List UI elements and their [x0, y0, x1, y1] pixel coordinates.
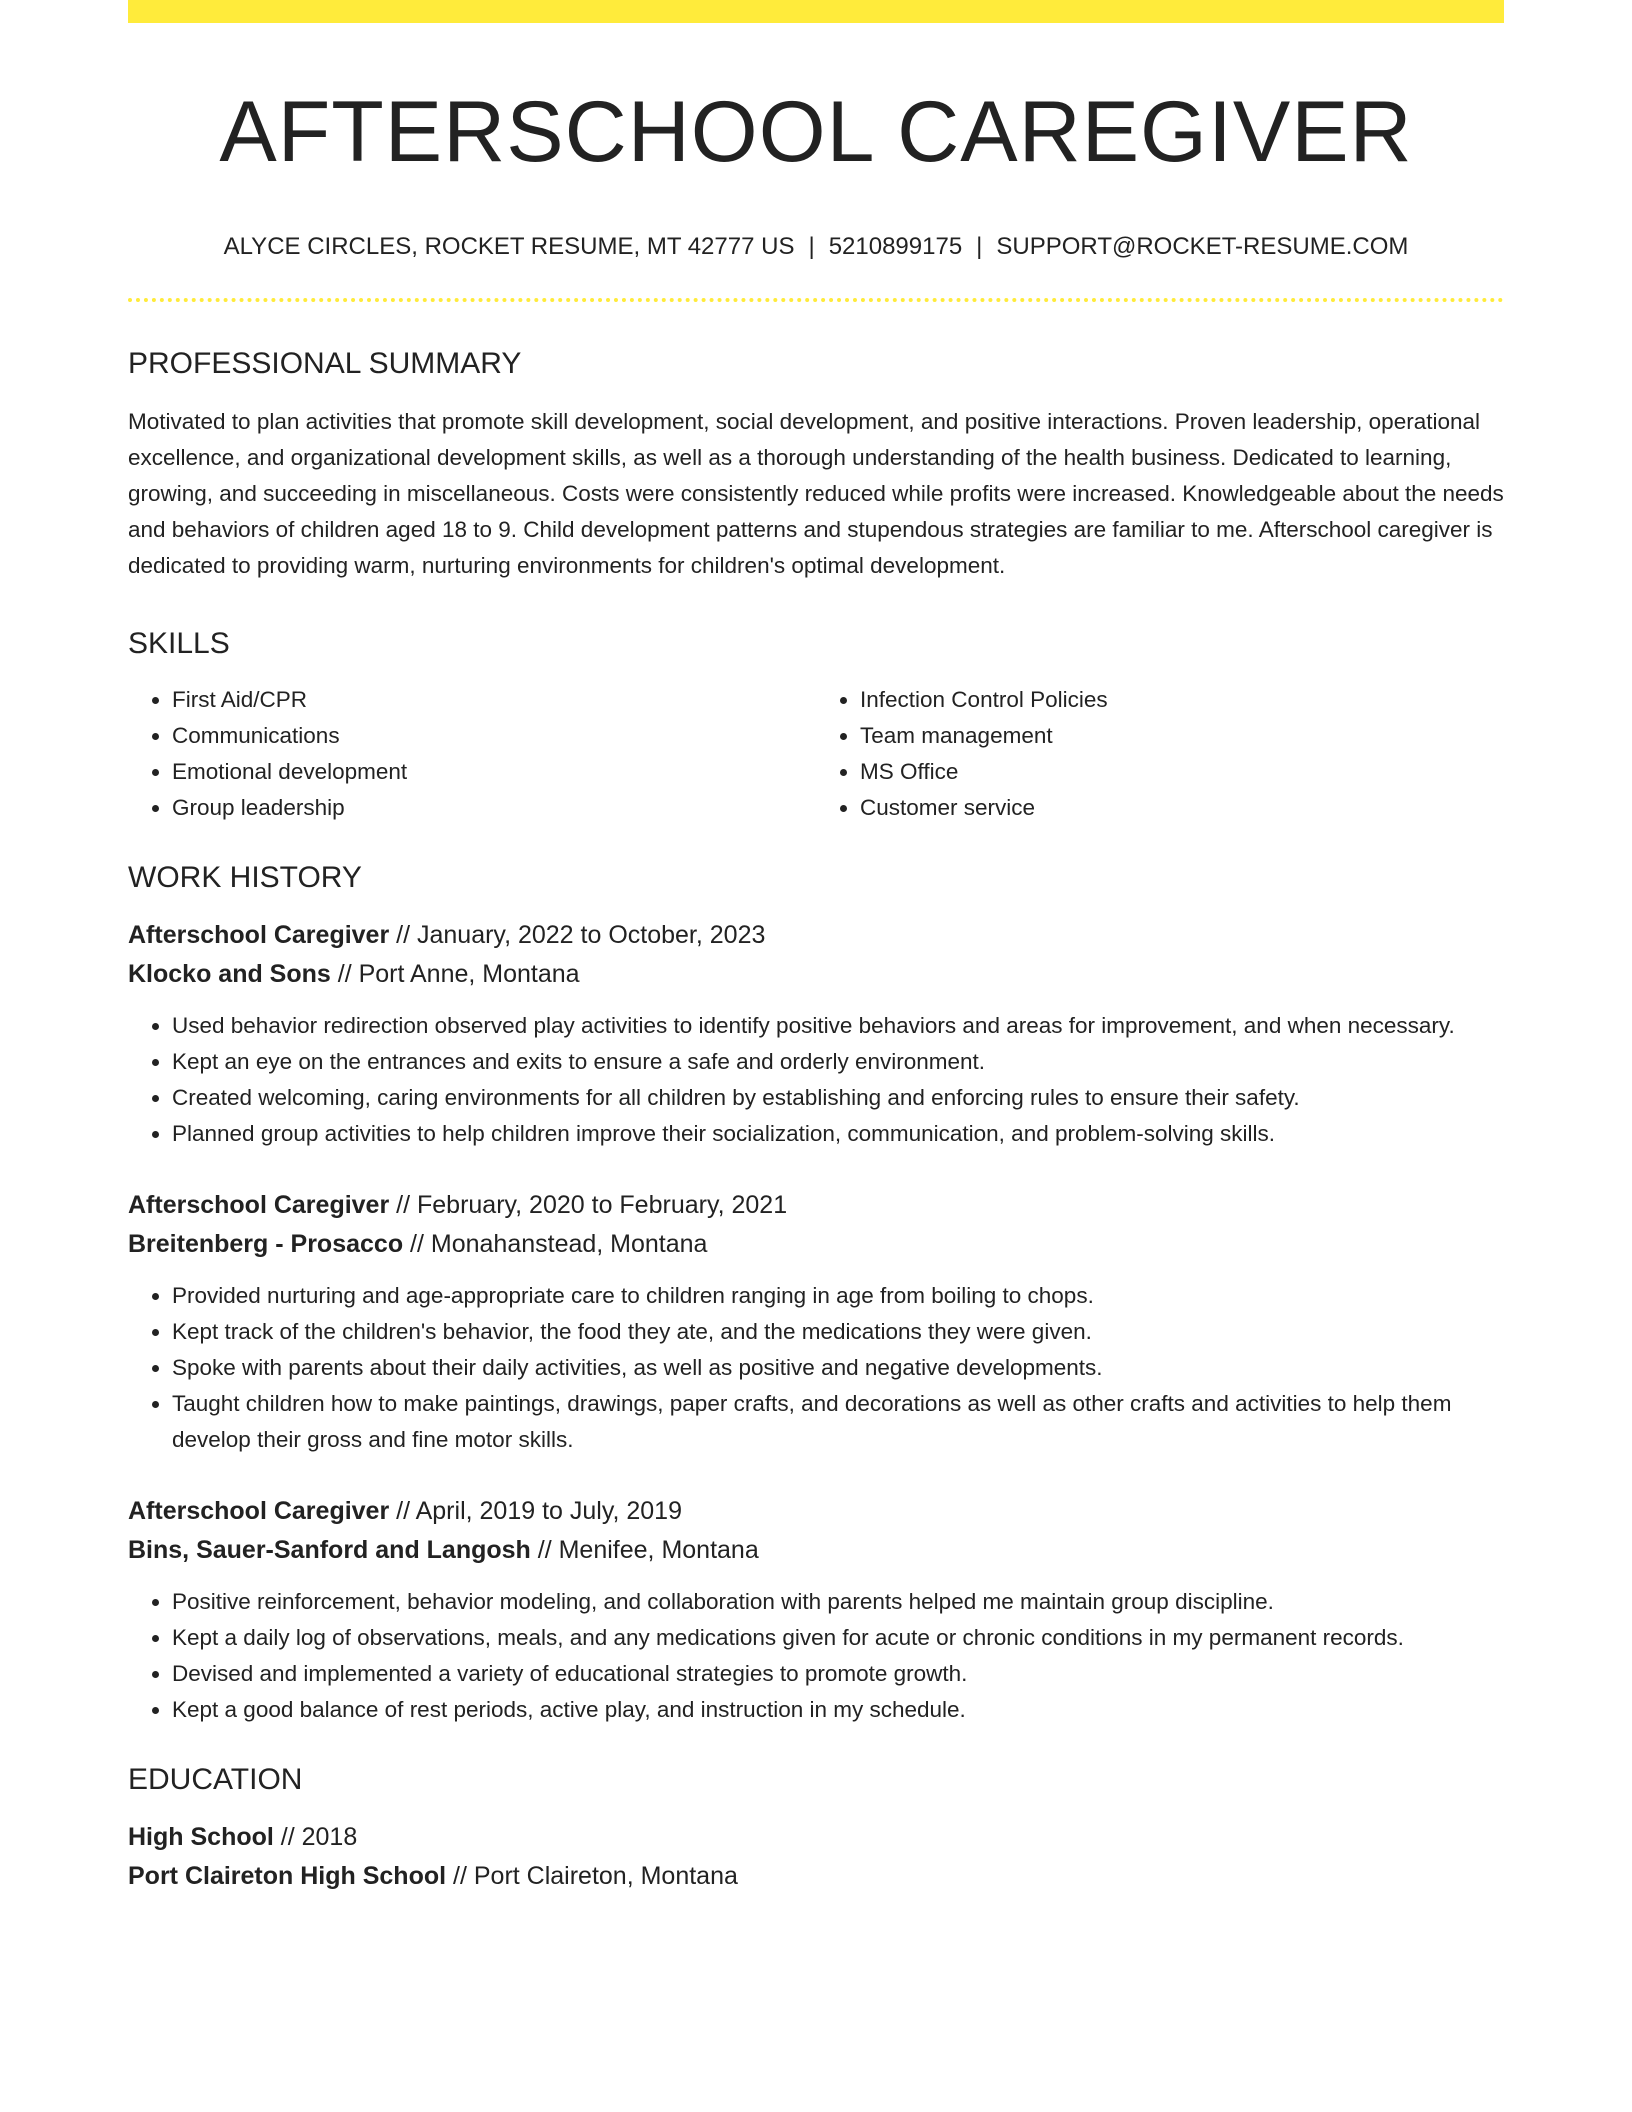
job-bullet: • Devised and implemented a variety of educational strategies to promote growth. [172, 1656, 1504, 1692]
education-degree: High School [128, 1823, 274, 1851]
job-title-line [128, 916, 1504, 955]
skill-item: • Emotional development [172, 754, 816, 790]
job-company-line [128, 955, 1504, 994]
skills-heading: SKILLS [128, 627, 230, 660]
contact-email: SUPPORT@ROCKET-RESUME.COM [996, 233, 1409, 260]
skill-item: • MS Office [860, 754, 1504, 790]
job-company-line [128, 1531, 1504, 1570]
job-dates: // April, 2019 to July, 2019 [389, 1497, 682, 1525]
contact-address: ALYCE CIRCLES, ROCKET RESUME, MT 42777 US [223, 233, 795, 260]
job-company: Klocko and Sons [128, 960, 331, 988]
skills-list [128, 682, 1504, 826]
skill-item: • Group leadership [172, 790, 816, 826]
job-company: Breitenberg - Prosacco [128, 1230, 404, 1258]
skill-item: • Infection Control Policies [860, 682, 1504, 718]
resume-page [128, 0, 1504, 1896]
skill-item: • Customer service [860, 790, 1504, 826]
job-location: // Port Anne, Montana [330, 960, 580, 988]
job-entry [128, 916, 1504, 1152]
education-entry [128, 1818, 1504, 1896]
job-bullet: • Kept an eye on the entrances and exits to ensure a safe and orderly environment. [172, 1044, 1504, 1080]
job-bullet: • Kept track of the children's behavior, the food they ate, and the medications they were given. [172, 1314, 1504, 1350]
education-school: Port Claireton High School [128, 1862, 447, 1890]
education-location: // Port Claireton, Montana [446, 1862, 738, 1890]
skills-column-left [128, 682, 816, 826]
education-degree-line [128, 1818, 1504, 1857]
job-bullet: • Kept a good balance of rest periods, active play, and instruction in my schedule. [172, 1692, 1504, 1728]
job-location: // Monahanstead, Montana [403, 1230, 708, 1258]
work-history-heading: WORK HISTORY [128, 861, 362, 894]
contact-phone: 5210899175 [828, 233, 963, 260]
contact-separator: | [976, 233, 983, 260]
education-heading: EDUCATION [128, 1763, 303, 1796]
skill-item: • Communications [172, 718, 816, 754]
job-bullet: • Positive reinforcement, behavior modeling, and collaboration with parents helped me maintain group discipline. [172, 1584, 1504, 1620]
job-bullet: • Taught children how to make paintings, drawings, paper crafts, and decorations as well as other crafts and activities to help them develop their gross and fine motor skills. [172, 1386, 1504, 1458]
job-bullet: • Planned group activities to help children improve their socialization, communication, and problem-solving skills. [172, 1116, 1504, 1152]
job-bullet: • Created welcoming, caring environments for all children by establishing and enforcing rules to ensure their safety. [172, 1080, 1504, 1116]
education-year: // 2018 [273, 1823, 358, 1851]
contact-line [128, 232, 1504, 262]
job-bullet: • Used behavior redirection observed play activities to identify positive behaviors and areas for improvement, and when necessary. [172, 1008, 1504, 1044]
job-title-line [128, 1492, 1504, 1531]
job-bullet: • Provided nurturing and age-appropriate care to children ranging in age from boiling to chops. [172, 1278, 1504, 1314]
dotted-divider [128, 298, 1504, 302]
job-company: Bins, Sauer-Sanford and Langosh [128, 1536, 531, 1564]
job-dates: // January, 2022 to October, 2023 [389, 921, 766, 949]
contact-separator: | [808, 233, 815, 260]
job-bullet: • Kept a daily log of observations, meals, and any medications given for acute or chronic conditions in my permanent records. [172, 1620, 1504, 1656]
education-school-line [128, 1857, 1504, 1896]
job-bullets [128, 1008, 1504, 1152]
job-title-line [128, 1186, 1504, 1225]
accent-top-bar [128, 0, 1504, 23]
job-entry [128, 1492, 1504, 1728]
job-title: Afterschool Caregiver [128, 1497, 390, 1525]
job-dates: // February, 2020 to February, 2021 [389, 1191, 788, 1219]
job-location: // Menifee, Montana [530, 1536, 759, 1564]
job-title: Afterschool Caregiver [128, 1191, 390, 1219]
skills-column-right [816, 682, 1504, 826]
job-bullets [128, 1584, 1504, 1728]
summary-text: Motivated to plan activities that promote skill development, social development, and positive interactions. Proven leadership, operational excellence, and organizational development skills, as well as a thorough understanding of the health business. Dedicated to learning, growing, and succeeding in miscellaneous. Costs were consistently reduced while profits were increased. Knowledgeable about the needs and behaviors of children aged 18 to 9. Child development patterns and stupendous strategies are familiar to me. Afterschool caregiver is dedicated to providing warm, nurturing environments for children's optimal development. [128, 409, 1504, 578]
skill-item: • Team management [860, 718, 1504, 754]
job-company-line [128, 1225, 1504, 1264]
summary-heading: PROFESSIONAL SUMMARY [128, 347, 522, 380]
job-entry [128, 1186, 1504, 1458]
job-bullets [128, 1278, 1504, 1458]
job-bullet: • Spoke with parents about their daily activities, as well as positive and negative developments. [172, 1350, 1504, 1386]
resume-title: AFTERSCHOOL CAREGIVER [219, 84, 1413, 180]
job-title: Afterschool Caregiver [128, 921, 390, 949]
skill-item: • First Aid/CPR [172, 682, 816, 718]
